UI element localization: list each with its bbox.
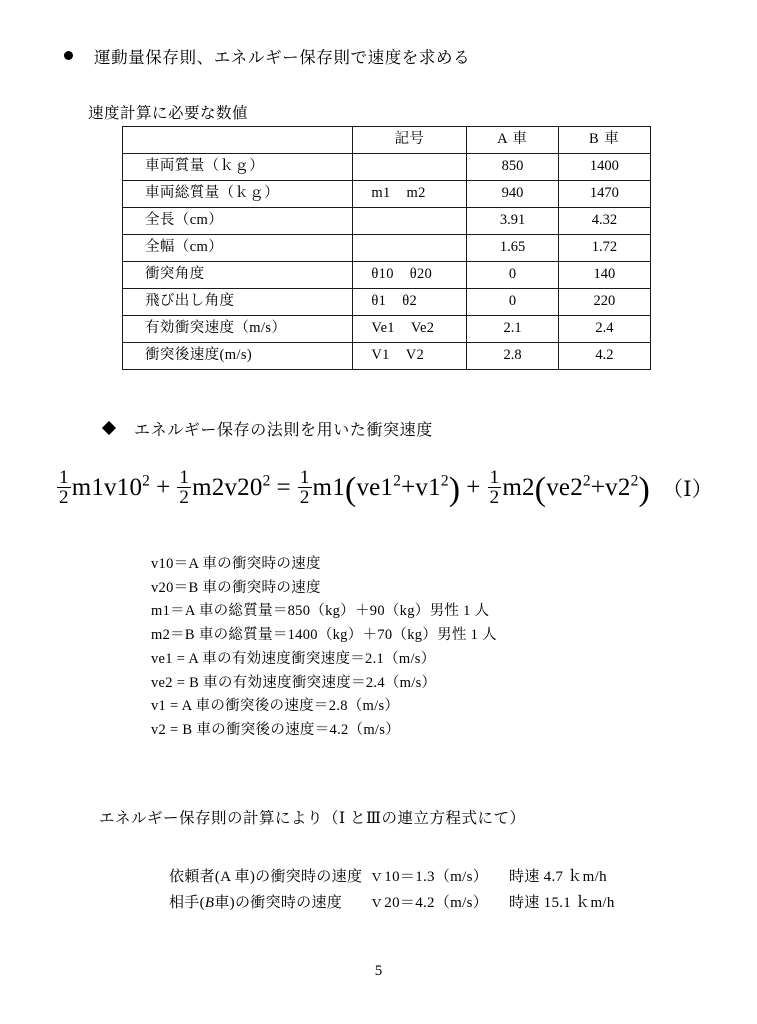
result-description-vehicle: B xyxy=(204,895,215,911)
row-value-car-b: 4.32 xyxy=(558,208,650,235)
result-speed: 時速 15.1 ｋm/h xyxy=(509,895,615,911)
table-row xyxy=(123,316,651,343)
fraction-one-half xyxy=(488,468,502,508)
row-label: 飛び出し角度 xyxy=(123,289,353,316)
equation-number: （Ⅰ） xyxy=(662,476,713,501)
table-header-car-b: B 車 xyxy=(558,127,650,154)
term-base: v2 xyxy=(605,473,631,501)
row-label: 衝突後速度(m/s) xyxy=(123,343,353,370)
result-speed: 時速 4.7 ｋm/h xyxy=(509,869,607,885)
operator-equals: = xyxy=(276,473,291,501)
row-label: 衝突角度 xyxy=(123,262,353,289)
operator-plus: + xyxy=(401,473,416,501)
row-value-car-b: 1470 xyxy=(558,181,650,208)
row-label: 車両総質量（ｋｇ） xyxy=(123,181,353,208)
term-m1v10 xyxy=(72,474,150,502)
table-row xyxy=(123,289,651,316)
row-value-car-b: 1400 xyxy=(558,154,650,181)
result-description-post: 車)の衝突時の速度 xyxy=(214,895,343,911)
energy-conservation-equation: $\frac{1}{2}$ $m1v10^2$ + $\frac{1}{2}$ $m2v20^2$ = $\frac{1}{2}$ m1 ( $ve1^2$ + $v1^2$ ) + $\frac{1}{2}$ m2 ( $ve2^2$ + $v2^2$ ) （Ⅰ） xyxy=(59,467,713,509)
result-description: 依頼者(A 車)の衝突時の速度 xyxy=(169,869,363,885)
row-symbols xyxy=(352,235,467,262)
group1-ve1 xyxy=(356,474,401,502)
exponent: 2 xyxy=(393,472,402,490)
fraction-denominator: 2 xyxy=(299,487,310,509)
operator-plus: + xyxy=(466,473,481,501)
row-label: 全長（cm） xyxy=(123,208,353,235)
symbol-1: m1 xyxy=(371,185,391,202)
main-heading xyxy=(64,44,470,68)
operator-plus: + xyxy=(156,473,171,501)
term-base: ve2 xyxy=(546,473,583,501)
result-value: ｖ10＝1.3（m/s） xyxy=(369,869,489,885)
symbol-2: θ2 xyxy=(402,293,417,310)
definition-item: v1 = A 車の衝突後の速度＝2.8（m/s） xyxy=(151,698,400,715)
definition-item: v20＝B 車の衝突時の速度 xyxy=(151,579,321,596)
exponent: 2 xyxy=(262,472,271,490)
definition-item: ve2 = B 車の有効速度衝突速度＝2.4（m/s） xyxy=(151,674,437,691)
definition-item: v2 = B 車の衝突後の速度＝4.2（m/s） xyxy=(151,721,400,738)
result-row xyxy=(169,864,669,890)
definition-item: ve1 = A 車の有効速度衝突速度＝2.1（m/s） xyxy=(151,650,436,667)
term-base: m1v10 xyxy=(71,473,143,501)
row-label: 有効衝突速度（m/s） xyxy=(123,316,353,343)
symbol-1: θ10 xyxy=(371,266,394,283)
term-base: v1 xyxy=(415,473,441,501)
operator-plus: + xyxy=(590,473,606,501)
row-value-car-a: 2.8 xyxy=(467,343,559,370)
section-heading xyxy=(104,417,433,440)
fraction-numerator: 1 xyxy=(59,467,69,488)
result-description xyxy=(169,890,369,916)
row-symbols xyxy=(352,316,467,343)
symbol-1: Ve1 xyxy=(371,320,395,337)
filled-diamond-bullet-icon xyxy=(102,421,116,435)
table-row xyxy=(123,208,651,235)
row-symbols xyxy=(352,343,467,370)
row-symbols xyxy=(352,181,467,208)
table-caption: 速度計算に必要な数値 xyxy=(88,105,249,122)
row-symbols xyxy=(352,262,467,289)
definition-item: m1＝A 車の総質量＝850（kg）＋90（kg）男性 1 人 xyxy=(151,603,490,620)
symbol-2: m2 xyxy=(406,185,426,202)
row-value-car-a: 0 xyxy=(467,262,559,289)
group2-ve2 xyxy=(546,474,591,502)
row-label: 車両質量（ｋｇ） xyxy=(123,154,353,181)
symbol-1: V1 xyxy=(371,347,390,364)
filled-circle-bullet-icon xyxy=(64,51,73,60)
symbol-2: V2 xyxy=(405,347,425,364)
term-m2: m2 xyxy=(502,473,535,501)
result-description-pre: 相手( xyxy=(169,895,205,911)
fraction-denominator: 2 xyxy=(179,487,190,509)
result-value: ｖ20＝4.2（m/s） xyxy=(369,895,489,911)
table-row xyxy=(123,343,651,370)
table-header-blank xyxy=(123,127,353,154)
exponent: 2 xyxy=(440,472,449,490)
fraction-one-half xyxy=(298,468,312,508)
main-heading-text: 運動量保存則、エネルギー保存則で速度を求める xyxy=(94,48,471,67)
row-value-car-a: 2.1 xyxy=(467,316,559,343)
fraction-numerator: 1 xyxy=(489,467,500,488)
row-value-car-a: 940 xyxy=(467,181,559,208)
symbol-2: Ve2 xyxy=(410,320,435,337)
group2-v2 xyxy=(605,474,638,502)
variable-definitions-list xyxy=(151,553,497,743)
term-base: m2v20 xyxy=(192,473,263,501)
velocity-parameters-table xyxy=(122,126,651,370)
row-symbols xyxy=(352,289,467,316)
result-heading: エネルギー保存則の計算により（Ⅰ とⅢの連立方程式にて） xyxy=(99,810,526,827)
table-row xyxy=(123,262,651,289)
term-base: ve1 xyxy=(356,473,394,501)
table-header-car-a: A 車 xyxy=(467,127,559,154)
fraction-numerator: 1 xyxy=(299,467,310,488)
row-value-car-a: 850 xyxy=(467,154,559,181)
definition-item: m2＝B 車の総質量＝1400（kg）＋70（kg）男性 1 人 xyxy=(151,627,497,644)
section-heading-text: エネルギー保存の法則を用いた衝突速度 xyxy=(134,422,433,439)
fraction-one-half xyxy=(57,468,71,508)
term-m2v20 xyxy=(192,474,270,502)
group1-v1 xyxy=(415,474,448,502)
term-m1: m1 xyxy=(312,473,345,501)
row-value-car-a: 3.91 xyxy=(467,208,559,235)
result-rows xyxy=(169,864,669,916)
table-header-row xyxy=(123,127,651,154)
table-header-symbol: 記号 xyxy=(352,127,467,154)
exponent: 2 xyxy=(582,472,591,490)
table-row xyxy=(123,181,651,208)
symbol-1: θ1 xyxy=(371,293,387,310)
exponent: 2 xyxy=(142,472,151,490)
row-value-car-b: 4.2 xyxy=(558,343,650,370)
table-row xyxy=(123,154,651,181)
exponent: 2 xyxy=(630,472,639,490)
result-row xyxy=(169,890,669,916)
table-row xyxy=(123,235,651,262)
row-value-car-b: 1.72 xyxy=(558,235,650,262)
definition-item: v10＝A 車の衝突時の速度 xyxy=(151,556,321,572)
fraction-one-half xyxy=(177,468,191,508)
fraction-numerator: 1 xyxy=(179,467,190,488)
symbol-2: θ20 xyxy=(409,266,433,283)
row-label: 全幅（cm） xyxy=(123,235,353,262)
fraction-denominator: 2 xyxy=(489,487,500,509)
row-value-car-b: 2.4 xyxy=(558,316,650,343)
row-value-car-a: 1.65 xyxy=(467,235,559,262)
row-symbols xyxy=(352,208,467,235)
row-value-car-b: 140 xyxy=(558,262,650,289)
page-number: 5 xyxy=(374,963,383,979)
fraction-denominator: 2 xyxy=(59,487,69,509)
row-value-car-a: 0 xyxy=(467,289,559,316)
row-value-car-b: 220 xyxy=(558,289,650,316)
row-symbols xyxy=(352,154,467,181)
